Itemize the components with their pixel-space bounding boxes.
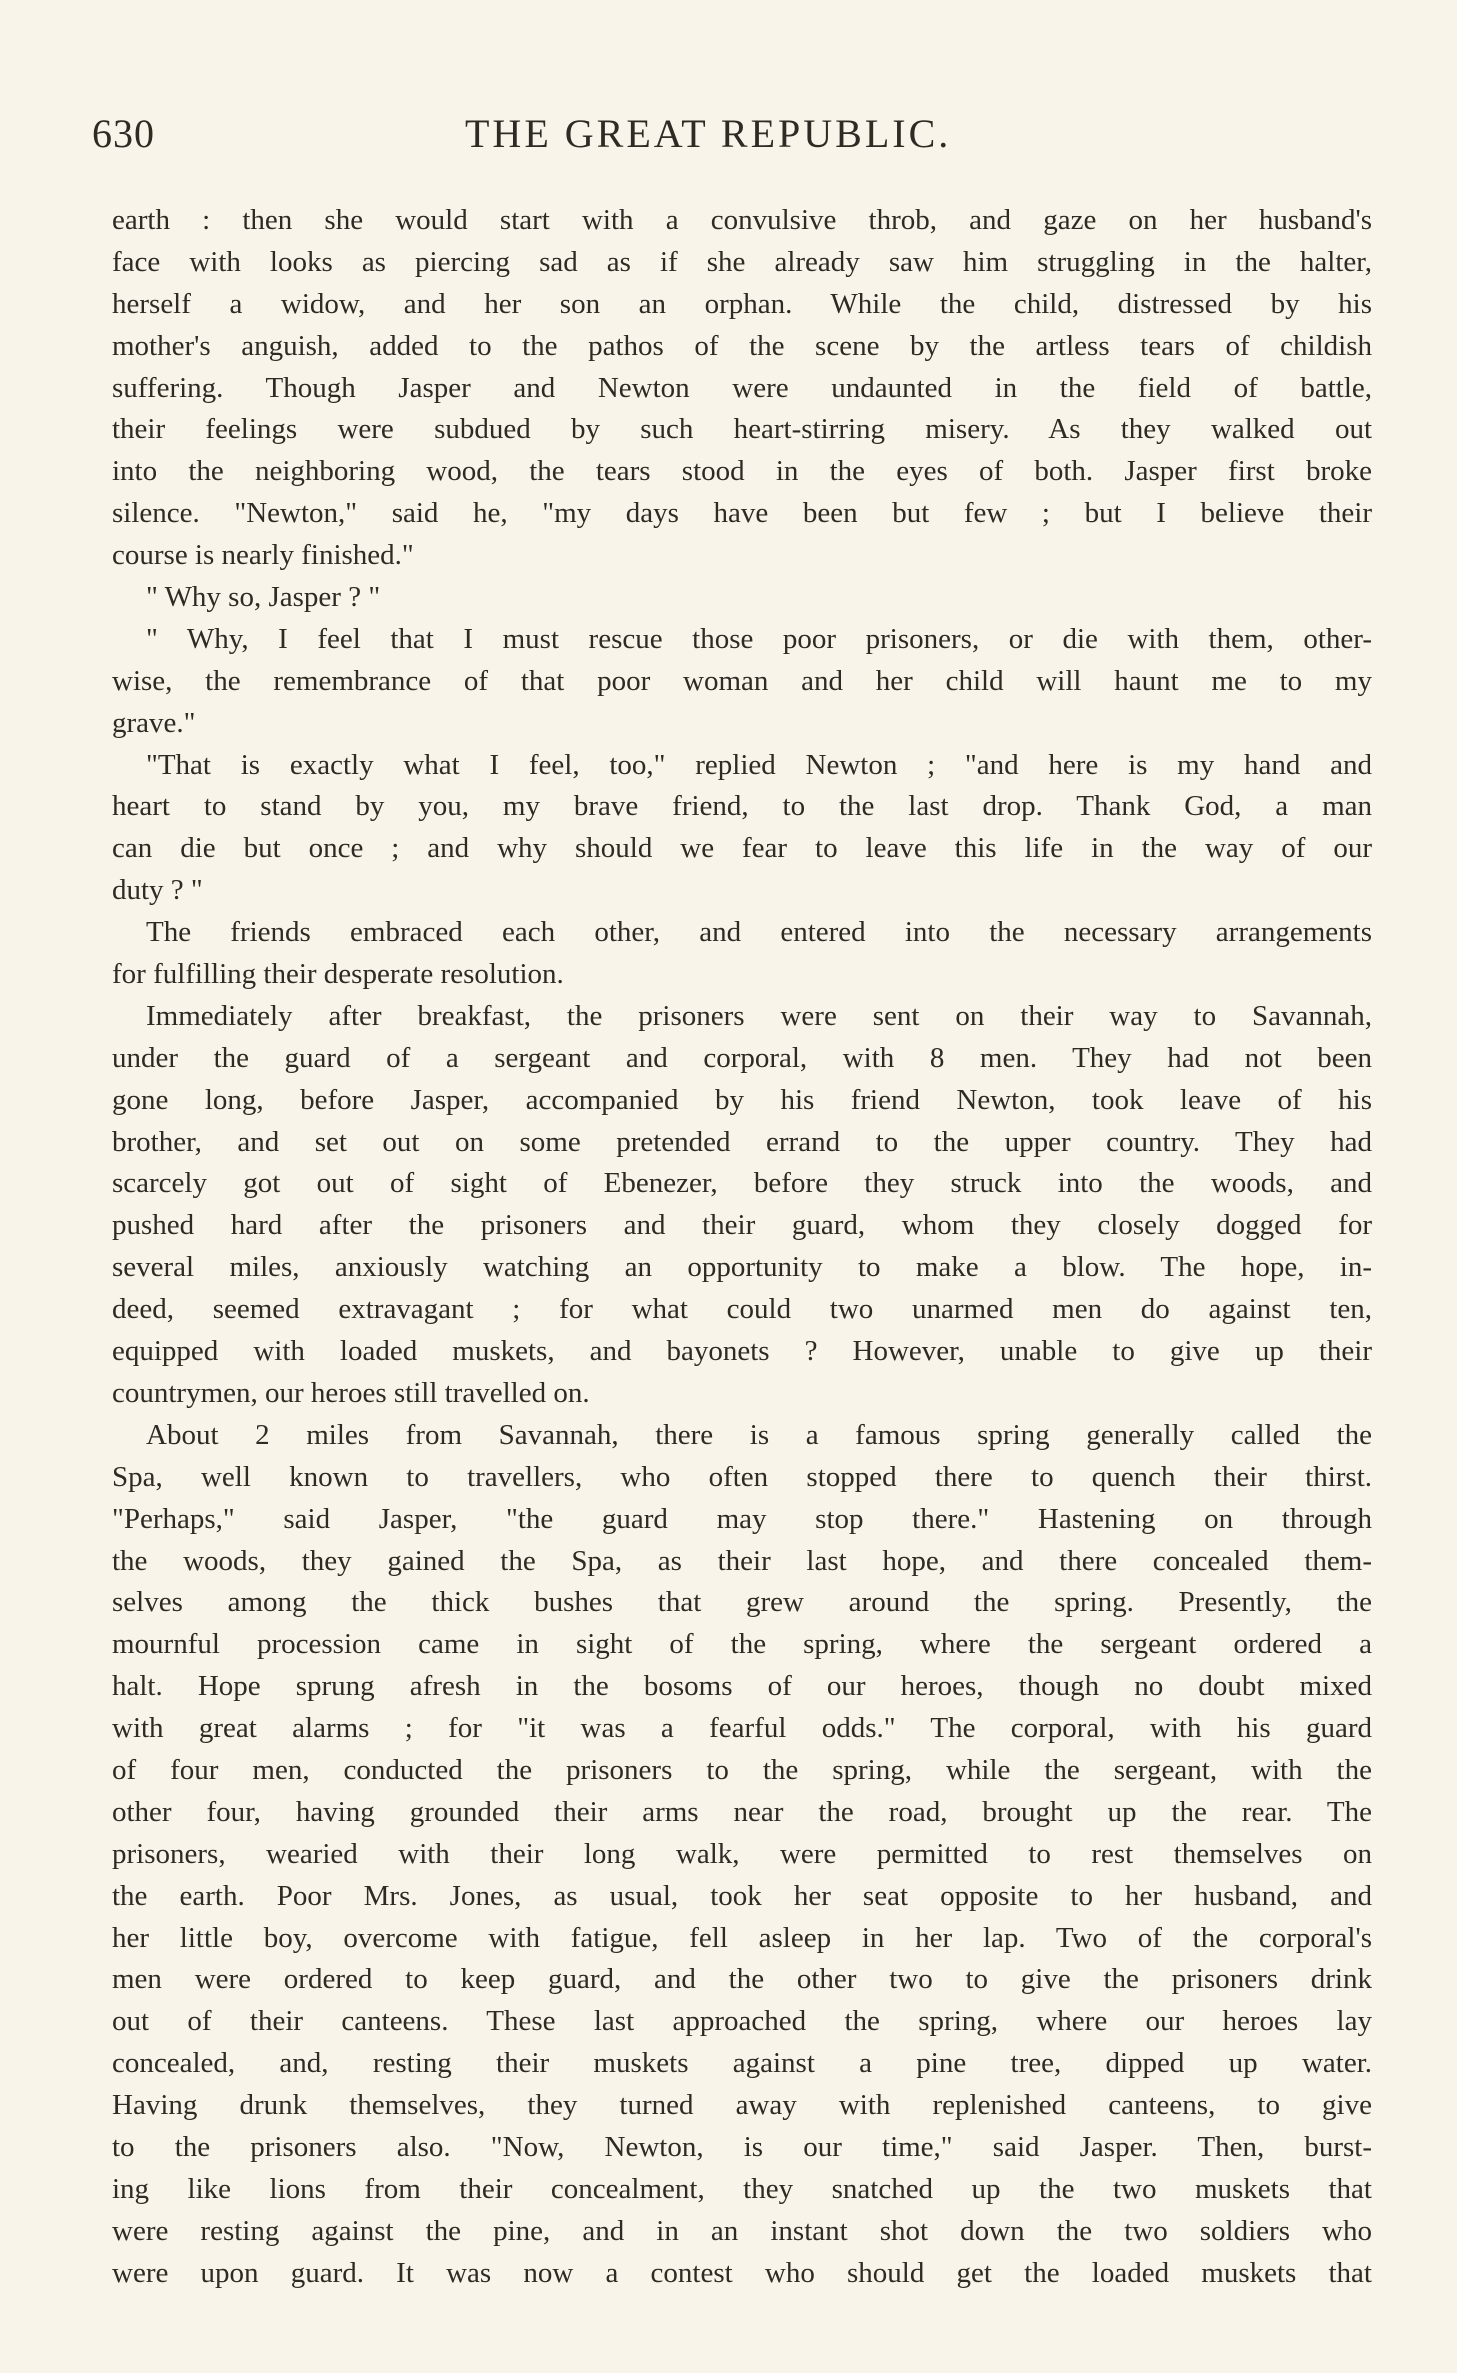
text-line: " Why, I feel that I must rescue those poor prisoners, or die with them, other- [146, 622, 1372, 655]
text-line: duty ? " [112, 874, 203, 907]
text-line: equipped with loaded muskets, and bayonets ? However, unable to give up their [112, 1335, 1372, 1368]
text-line: the woods, they gained the Spa, as their last hope, and there concealed them- [112, 1544, 1372, 1577]
text-line: the earth. Poor Mrs. Jones, as usual, took her seat opposite to her husband, and [112, 1879, 1372, 1912]
text-line: ing like lions from their concealment, they snatched up the two muskets that [112, 2172, 1372, 2205]
text-line: suffering. Though Jasper and Newton were undaunted in the field of battle, [112, 371, 1372, 404]
text-line: with great alarms ; for "it was a fearful odds." The corporal, with his guard [112, 1712, 1372, 1745]
text-line: face with looks as piercing sad as if she already saw him struggling in the halter, [112, 245, 1372, 278]
text-line: selves among the thick bushes that grew around the spring. Presently, the [112, 1586, 1372, 1619]
text-line: scarcely got out of sight of Ebenezer, before they struck into the woods, and [112, 1167, 1372, 1200]
text-line: deed, seemed extravagant ; for what could two unarmed men do against ten, [112, 1293, 1372, 1326]
text-line: to the prisoners also. "Now, Newton, is our time," said Jasper. Then, burst- [112, 2130, 1372, 2163]
text-line: of four men, conducted the prisoners to the spring, while the sergeant, with the [112, 1753, 1372, 1786]
text-line: men were ordered to keep guard, and the other two to give the prisoners drink [112, 1963, 1372, 1996]
text-line: into the neighboring wood, the tears stood in the eyes of both. Jasper first broke [112, 455, 1372, 488]
text-line: About 2 miles from Savannah, there is a famous spring generally called the [146, 1418, 1372, 1451]
text-line: silence. "Newton," said he, "my days have been but few ; but I believe their [112, 497, 1372, 530]
text-line: out of their canteens. These last approached the spring, where our heroes lay [112, 2005, 1372, 2038]
text-line: their feelings were subdued by such heart-stirring misery. As they walked out [112, 413, 1372, 446]
page-header [0, 110, 1457, 170]
text-line: for fulfilling their desperate resolution. [112, 958, 564, 991]
text-line: The friends embraced each other, and entered into the necessary arrangements [146, 916, 1372, 949]
text-line: heart to stand by you, my brave friend, to the last drop. Thank God, a man [112, 790, 1372, 823]
text-line: Spa, well known to travellers, who often stopped there to quench their thirst. [112, 1460, 1372, 1493]
text-line: grave." [112, 706, 196, 739]
text-line: under the guard of a sergeant and corporal, with 8 men. They had not been [112, 1041, 1372, 1074]
text-line: concealed, and, resting their muskets against a pine tree, dipped up water. [112, 2047, 1372, 2080]
text-line: brother, and set out on some pretended errand to the upper country. They had [112, 1125, 1372, 1158]
text-line: other four, having grounded their arms near the road, brought up the rear. The [112, 1795, 1372, 1828]
text-line: prisoners, wearied with their long walk, were permitted to rest themselves on [112, 1837, 1372, 1870]
text-line: gone long, before Jasper, accompanied by his friend Newton, took leave of his [112, 1083, 1372, 1116]
text-line: wise, the remembrance of that poor woman and her child will haunt me to my [112, 664, 1372, 697]
text-line: "Perhaps," said Jasper, "the guard may stop there." Hastening on through [112, 1502, 1372, 1535]
text-line: "That is exactly what I feel, too," replied Newton ; "and here is my hand and [146, 748, 1372, 781]
text-line: were resting against the pine, and in an instant shot down the two soldiers who [112, 2214, 1372, 2247]
text-line: mournful procession came in sight of the spring, where the sergeant ordered a [112, 1628, 1372, 1661]
text-line: Having drunk themselves, they turned away with replenished canteens, to give [112, 2089, 1372, 2122]
text-line: countrymen, our heroes still travelled on. [112, 1376, 590, 1409]
body-text [112, 200, 1372, 2295]
text-line: halt. Hope sprung afresh in the bosoms of our heroes, though no doubt mixed [112, 1670, 1372, 1703]
running-head: THE GREAT REPUBLIC. [465, 111, 952, 156]
text-line: Immediately after breakfast, the prisoners were sent on their way to Savannah, [146, 999, 1372, 1032]
text-line: herself a widow, and her son an orphan. While the child, distressed by his [112, 287, 1372, 320]
page-number: 630 [92, 111, 155, 156]
text-line: pushed hard after the prisoners and their guard, whom they closely dogged for [112, 1209, 1372, 1242]
text-line: earth : then she would start with a convulsive throb, and gaze on her husband's [112, 204, 1372, 236]
text-line: her little boy, overcome with fatigue, fell asleep in her lap. Two of the corporal's [112, 1921, 1372, 1954]
text-line: " Why so, Jasper ? " [146, 581, 381, 614]
text-line: several miles, anxiously watching an opportunity to make a blow. The hope, in- [112, 1251, 1372, 1284]
text-line: were upon guard. It was now a contest who should get the loaded muskets that [112, 2256, 1372, 2289]
text-line: can die but once ; and why should we fear to leave this life in the way of our [112, 832, 1372, 865]
text-line: course is nearly finished." [112, 539, 414, 572]
text-line: mother's anguish, added to the pathos of the scene by the artless tears of childish [112, 329, 1372, 362]
